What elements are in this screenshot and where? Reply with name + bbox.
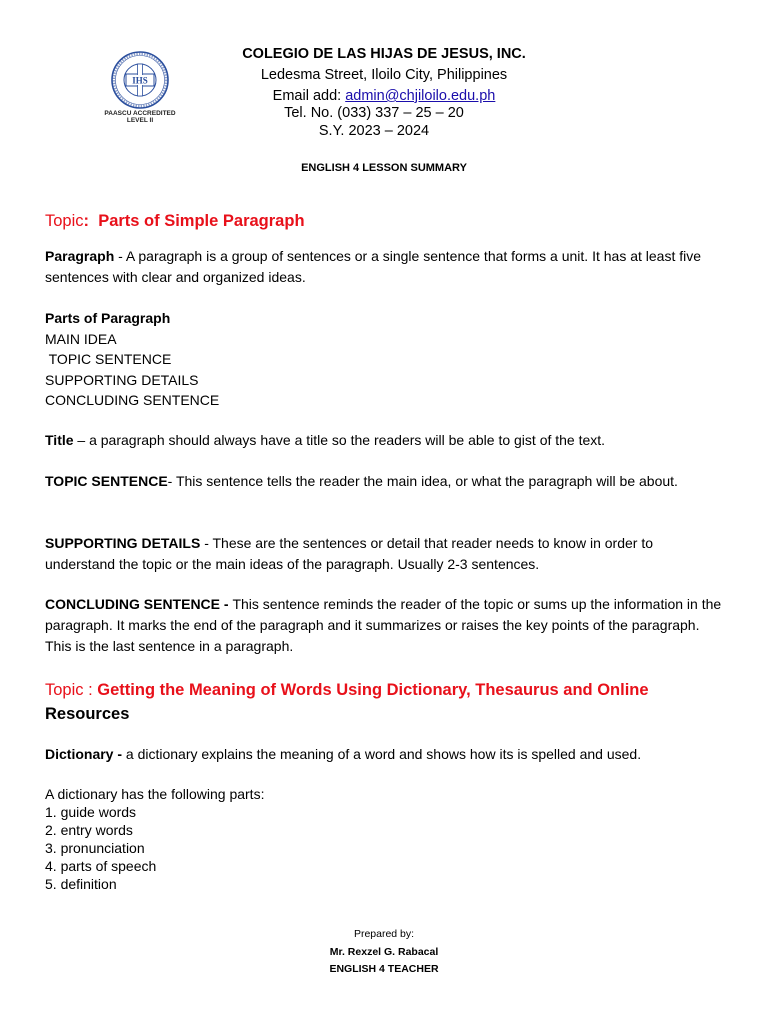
prepared-by-block: [0, 926, 768, 979]
school-telephone: Tel. No. (033) 337 – 25 – 20: [284, 105, 464, 121]
school-address: Ledesma Street, Iloilo City, Philippines: [260, 67, 508, 83]
document-title: ENGLISH 4 LESSON SUMMARY: [301, 162, 467, 174]
dictionary-parts-intro: A dictionary has the following parts:: [45, 786, 265, 802]
topic-2-title-end: Resources: [45, 705, 130, 723]
school-name: COLEGIO DE LAS HIJAS DE JESUS, INC.: [242, 46, 526, 62]
teacher-name: Mr. Rexzel G. Rabacal: [329, 945, 439, 958]
school-year: S.Y. 2023 – 2024: [318, 123, 430, 139]
svg-text:IHS: IHS: [132, 75, 148, 86]
topic-2-heading: [45, 678, 735, 726]
paragraph-definition: [45, 246, 725, 288]
email-label: Email add:: [272, 88, 346, 104]
supporting-details-text: - These are the sentences or detail that reader needs to know in order to understand the topic or the main ideas of the paragraph. Usually 2-3 sentences.: [45, 535, 653, 572]
topic-sentence-label: TOPIC SENTENCE: [45, 473, 168, 489]
title-text: – a paragraph should always have a title so the readers will be able to gist of the text.: [73, 432, 606, 448]
parts-item: MAIN IDEA: [45, 330, 117, 347]
dictionary-part-item: 5. definition: [45, 876, 117, 892]
topic-2-title: Getting the Meaning of Words Using Dictionary, Thesaurus and Online: [97, 681, 649, 699]
dictionary-part-item: 1. guide words: [45, 804, 137, 820]
dictionary-definition: [45, 744, 725, 765]
topic-sentence-text: - This sentence tells the reader the main idea, or what the paragraph will be about.: [167, 473, 678, 489]
email-link[interactable]: admin@chjiloilo.edu.ph: [345, 88, 496, 104]
parts-of-paragraph: [45, 308, 725, 411]
topic-2-prefix: Topic :: [45, 681, 98, 699]
topic-1-title: Parts of Simple Paragraph: [98, 212, 305, 230]
topic-sentence-definition: [45, 471, 725, 492]
title-definition: [45, 430, 725, 451]
paragraph-label: Paragraph: [45, 248, 115, 264]
dictionary-part-item: 2. entry words: [45, 822, 133, 838]
parts-item: TOPIC SENTENCE: [45, 351, 172, 367]
topic-1-heading: [45, 209, 735, 233]
paragraph-text: - A paragraph is a group of sentences or a single sentence that forms a unit. It has at least five sentences with clear and organized ideas.: [45, 248, 702, 285]
dictionary-label: Dictionary -: [45, 746, 126, 762]
title-label: Title: [45, 432, 74, 448]
teacher-role: ENGLISH 4 TEACHER: [329, 963, 439, 975]
concluding-sentence-definition: [45, 594, 725, 657]
prepared-by-label: Prepared by:: [353, 928, 415, 940]
parts-item: CONCLUDING SENTENCE: [45, 392, 220, 408]
topic-1-prefix: Topic: [45, 212, 84, 230]
dictionary-part-item: 4. parts of speech: [45, 858, 157, 874]
topic-1-colon: :: [83, 212, 90, 230]
supporting-details-label: SUPPORTING DETAILS: [45, 535, 201, 551]
seal-caption-line1: PAASCU ACCREDITED: [104, 110, 176, 117]
dictionary-parts: [45, 785, 725, 893]
concluding-sentence-text: This sentence reminds the reader of the topic or sums up the information in the paragraph. It marks the end of the paragraph and it summarizes or raises the key points of the paragraph. This is the last sentence in a paragraph.: [45, 596, 722, 654]
seal-caption-line2: LEVEL II: [126, 117, 154, 124]
dictionary-text: a dictionary explains the meaning of a word and shows how its is spelled and used.: [125, 746, 642, 762]
school-email: [13, 87, 755, 105]
concluding-sentence-label: CONCLUDING SENTENCE -: [45, 596, 233, 612]
parts-heading: Parts of Paragraph: [45, 310, 171, 326]
dictionary-part-item: 3. pronunciation: [45, 840, 145, 856]
supporting-details-definition: [45, 533, 725, 575]
parts-item: SUPPORTING DETAILS: [45, 371, 199, 388]
